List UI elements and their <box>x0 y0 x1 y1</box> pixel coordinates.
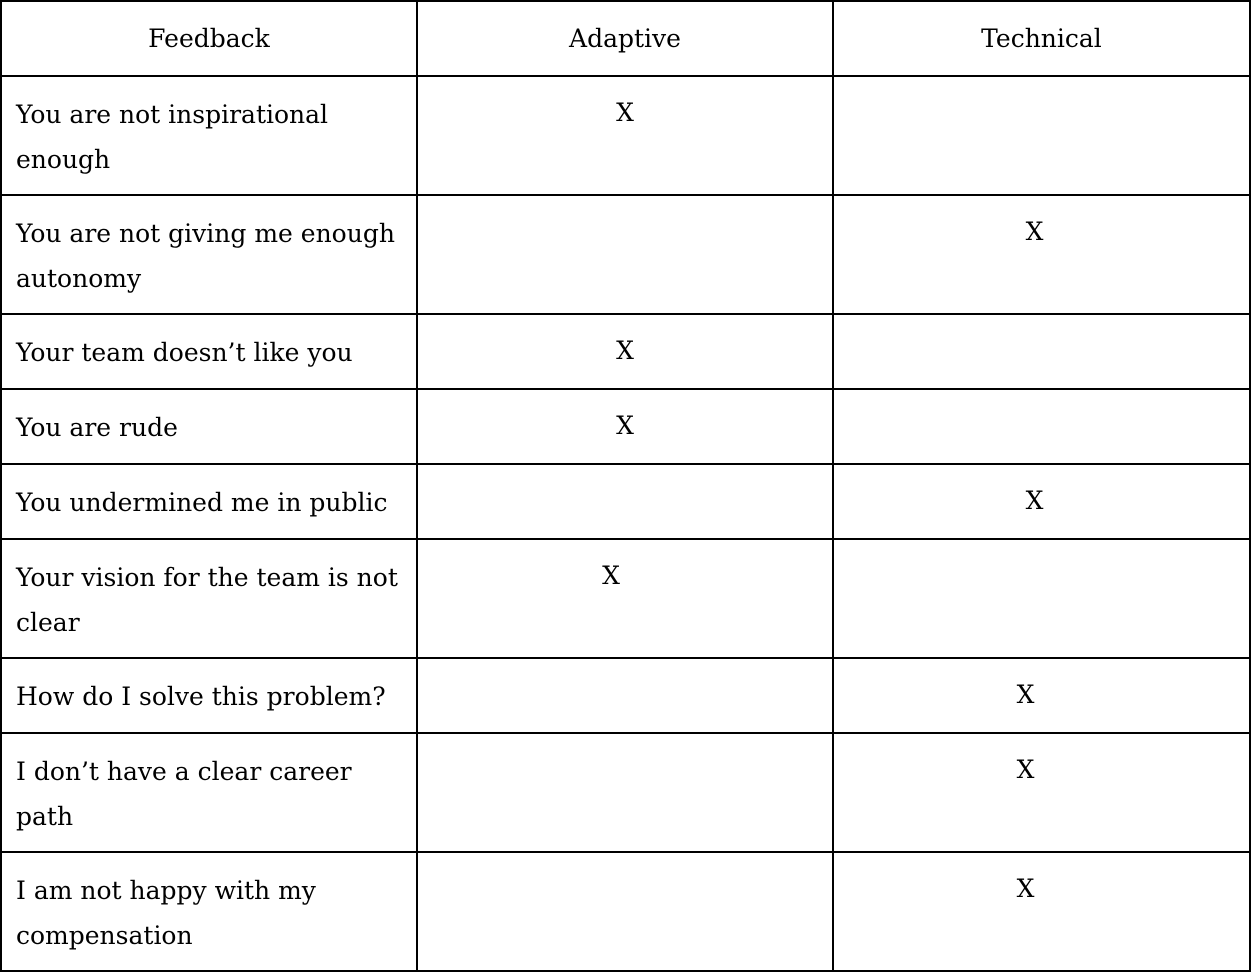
feedback-text: Your team doesn’t like you <box>16 338 353 367</box>
technical-cell <box>833 539 1250 658</box>
feedback-cell <box>1 852 417 971</box>
technical-cell <box>833 733 1250 852</box>
adaptive-cell <box>417 389 833 464</box>
feedback-text: You are rude <box>16 413 178 442</box>
feedback-cell <box>1 76 417 195</box>
header-feedback <box>1 1 417 76</box>
header-row <box>1 1 1250 76</box>
feedback-text: You are not giving me enough autonomy <box>16 219 395 293</box>
adaptive-cell <box>417 195 833 314</box>
table-row <box>1 389 1250 464</box>
adaptive-mark: X <box>616 336 634 365</box>
header-technical <box>833 1 1250 76</box>
adaptive-cell <box>417 539 833 658</box>
adaptive-cell <box>417 76 833 195</box>
technical-cell <box>833 464 1250 539</box>
header-technical-label: Technical <box>981 24 1102 53</box>
technical-cell <box>833 852 1250 971</box>
technical-mark: X <box>1025 217 1044 246</box>
technical-cell <box>833 314 1250 389</box>
feedback-text: I am not happy with my compensation <box>16 876 316 950</box>
table-row <box>1 733 1250 852</box>
adaptive-mark: X <box>616 98 634 127</box>
table-row <box>1 314 1250 389</box>
feedback-text: How do I solve this problem? <box>16 682 386 711</box>
adaptive-mark <box>418 659 832 679</box>
table-row <box>1 852 1250 971</box>
table-row <box>1 464 1250 539</box>
technical-mark: X <box>1025 486 1044 515</box>
feedback-cell <box>1 464 417 539</box>
adaptive-mark <box>418 853 832 873</box>
technical-cell <box>833 658 1250 733</box>
feedback-text: You undermined me in public <box>16 488 388 517</box>
technical-cell <box>833 195 1250 314</box>
feedback-cell <box>1 658 417 733</box>
adaptive-cell <box>417 464 833 539</box>
feedback-text: I don’t have a clear career path <box>16 757 352 831</box>
feedback-text: Your vision for the team is not clear <box>16 563 398 637</box>
feedback-cell <box>1 195 417 314</box>
header-feedback-label: Feedback <box>148 24 270 53</box>
table-row <box>1 658 1250 733</box>
technical-cell <box>833 389 1250 464</box>
table-row <box>1 539 1250 658</box>
technical-mark <box>834 540 1249 560</box>
technical-mark <box>834 315 1249 335</box>
technical-mark: X <box>1016 874 1035 903</box>
feedback-cell <box>1 733 417 852</box>
adaptive-mark: X <box>616 411 634 440</box>
feedback-cell <box>1 539 417 658</box>
adaptive-mark <box>418 734 832 754</box>
table-row <box>1 195 1250 314</box>
feedback-cell <box>1 314 417 389</box>
technical-cell <box>833 76 1250 195</box>
adaptive-cell <box>417 314 833 389</box>
adaptive-mark <box>418 465 832 485</box>
technical-mark <box>834 77 1249 97</box>
header-adaptive <box>417 1 833 76</box>
adaptive-cell <box>417 658 833 733</box>
feedback-text: You are not inspirational enough <box>16 100 329 174</box>
adaptive-cell <box>417 852 833 971</box>
table-row <box>1 76 1250 195</box>
adaptive-mark: X <box>602 561 620 590</box>
adaptive-cell <box>417 733 833 852</box>
adaptive-mark <box>418 196 832 216</box>
technical-mark: X <box>1016 755 1035 784</box>
feedback-cell <box>1 389 417 464</box>
technical-mark: X <box>1016 680 1035 709</box>
header-adaptive-label: Adaptive <box>569 24 681 53</box>
technical-mark <box>834 390 1249 410</box>
